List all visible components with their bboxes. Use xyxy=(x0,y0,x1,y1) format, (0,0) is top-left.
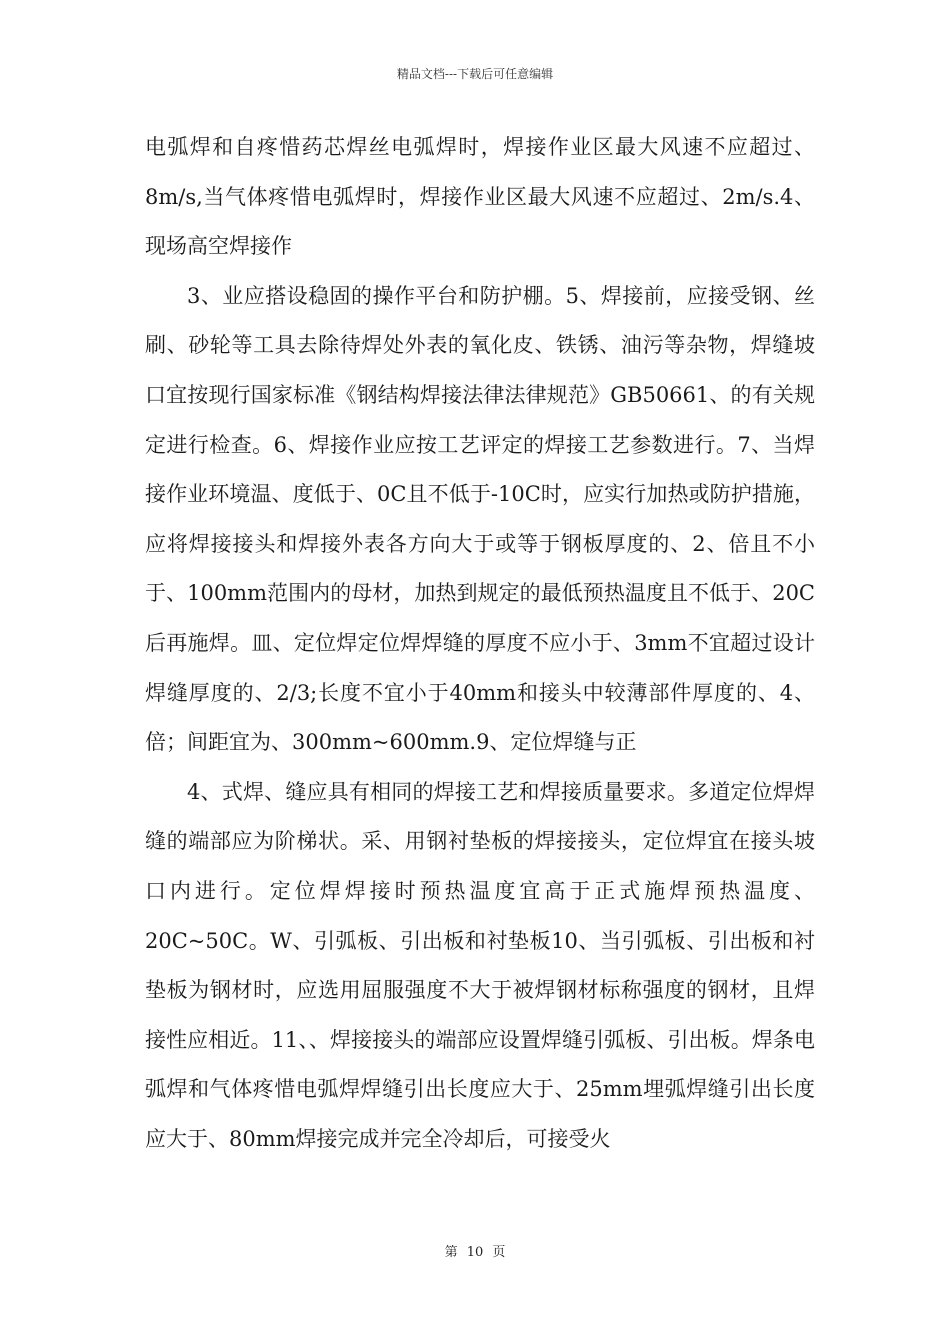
page-number: 10 xyxy=(466,1245,484,1260)
page-label-suffix: 页 xyxy=(492,1245,506,1260)
page-label-prefix: 第 xyxy=(444,1245,458,1260)
document-body xyxy=(145,123,815,1164)
header-text: 精品文档---下载后可任意编辑 xyxy=(396,67,554,81)
paragraph-2: 3、业应搭设稳固的操作平台和防护棚。5、焊接前，应接受钢、丝刷、砂轮等工具去除待焊处外表的氧化皮、铁锈、油污等杂物，焊缝坡口宜按现行国家标准《钢结构焊接法律法律规范》GB50661、的有关规定进行检查。6、焊接作业应按工艺评定的焊接工艺参数进行。7、当焊接作业环境温、度低于、0C且不低于-10C时，应实行加热或防护措施，应将焊接接头和焊接外表各方向大于或等于钢板厚度的、2、倍且不小于、100mm范围内的母材，加热到规定的最低预热温度且不低于、20C后再施焊。皿、定位焊定位焊焊缝的厚度不应小于、3mm不宜超过设计焊缝厚度的、2/3;长度不宜小于40mm和接头中较薄部件厚度的、4、倍；间距宜为、300mm~600mm.9、定位焊缝与正 xyxy=(145,283,815,755)
paragraph-1: 电弧焊和自疼惜药芯焊丝电弧焊时，焊接作业区最大风速不应超过、8m/s,当气体疼惜电弧焊时，焊接作业区最大风速不应超过、2m/s.4、现场高空焊接作 xyxy=(145,135,815,259)
paragraph-3: 4、式焊、缝应具有相同的焊接工艺和焊接质量要求。多道定位焊焊缝的端部应为阶梯状。采、用钢衬垫板的焊接接头，定位焊宜在接头坡口内进行。定位焊焊接时预热温度宜高于正式施焊预热温度、20C~50C。W、引弧板、引出板和衬垫板10、当引弧板、引出板和衬垫板为钢材时，应选用屈服强度不大于被焊钢材标称强度的钢材，且焊接性应相近。11、、焊接接头的端部应设置焊缝引弧板、引出板。焊条电弧焊和气体疼惜电弧焊焊缝引出长度应大于、25mm埋弧焊缝引出长度应大于、80mm焊接完成并完全冷却后，可接受火 xyxy=(145,779,815,1151)
page-footer xyxy=(0,1244,950,1262)
page-header xyxy=(0,66,950,82)
